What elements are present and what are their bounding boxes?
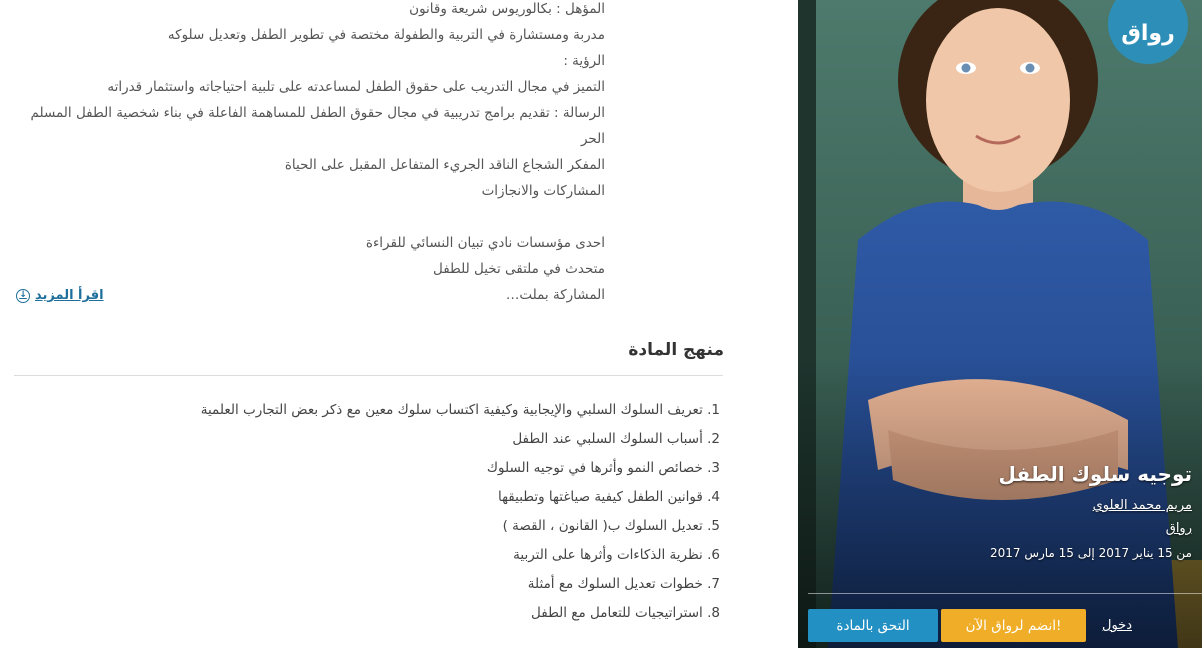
list-item: 3. خصائص النمو وأثرها في توجيه السلوك: [486, 460, 720, 476]
syllabus-heading: منهج المادة: [628, 340, 724, 360]
list-item: 5. تعديل السلوك ب( القانون ، القصة ): [502, 518, 720, 534]
divider: [14, 375, 723, 376]
course-dates: من 15 يناير 2017 إلى 15 مارس 2017: [989, 546, 1192, 560]
list-item: 8. استراتيجيات للتعامل مع الطفل: [531, 605, 720, 621]
course-title: توجيه سلوك الطفل: [998, 462, 1192, 486]
spacer: [20, 204, 605, 230]
list-item: 2. أسباب السلوك السلبي عند الطفل: [512, 431, 720, 447]
bio-line: احدى مؤسسات نادي تبيان النسائي للقراءة: [365, 235, 605, 251]
course-card: [798, 0, 1202, 648]
bio-line: مدربة ومستشارة في التربية والطفولة مختصة في تطوير الطفل وتعديل سلوكه: [167, 27, 605, 43]
list-item: 7. خطوات تعديل السلوك مع أمثلة: [527, 576, 720, 592]
join-button[interactable]: انضم لرواق الآن!: [941, 609, 1086, 642]
list-item: 6. نظرية الذكاءات وأثرها على التربية: [513, 547, 720, 563]
bio-line: المشاركة بملت…: [505, 287, 605, 303]
read-more-link[interactable]: [16, 288, 104, 303]
arrow-down-circle-icon: ↓: [16, 289, 30, 303]
bio-line: المشاركات والانجازات: [481, 183, 605, 199]
list-item: 4. قوانين الطفل كيفية صياغتها وتطبيقها: [497, 489, 720, 505]
bio-line: المفكر الشجاع الناقد الجريء المتفاعل المقبل على الحياة: [284, 157, 605, 173]
course-info: [990, 462, 1192, 560]
instructor-bio: [20, 0, 605, 308]
brand-logo: رواق: [1108, 0, 1188, 64]
organization-link[interactable]: رواق: [1165, 521, 1192, 536]
instructor-link[interactable]: مريم محمد العلوي: [1092, 498, 1192, 513]
syllabus-list: [180, 396, 720, 628]
bio-line: متحدث في ملتقى تخيل للطفل: [432, 261, 605, 277]
bio-line: الرسالة : تقديم برامج تدريبية في مجال حقوق الطفل للمساهمة الفاعلة في بناء شخصية الطفل المسلم الحر: [30, 105, 605, 147]
signin-link[interactable]: دخول: [1102, 618, 1132, 633]
read-more-label: اقرأ المزيد: [35, 288, 104, 303]
bio-line: التميز في مجال التدريب على حقوق الطفل لمساعدته على تلبية احتياجاته واستثمار قدراته: [107, 79, 605, 95]
bio-line: الرؤية :: [563, 53, 605, 69]
bio-line: المؤهل : بكالوريوس شريعة وقانون: [409, 1, 605, 17]
list-item: 1. تعريف السلوك السلبي والإيجابية وكيفية اكتساب سلوك معين مع ذكر بعض التجارب العلمية: [200, 402, 720, 418]
divider: [808, 593, 1202, 594]
enroll-button[interactable]: التحق بالمادة: [808, 609, 938, 642]
